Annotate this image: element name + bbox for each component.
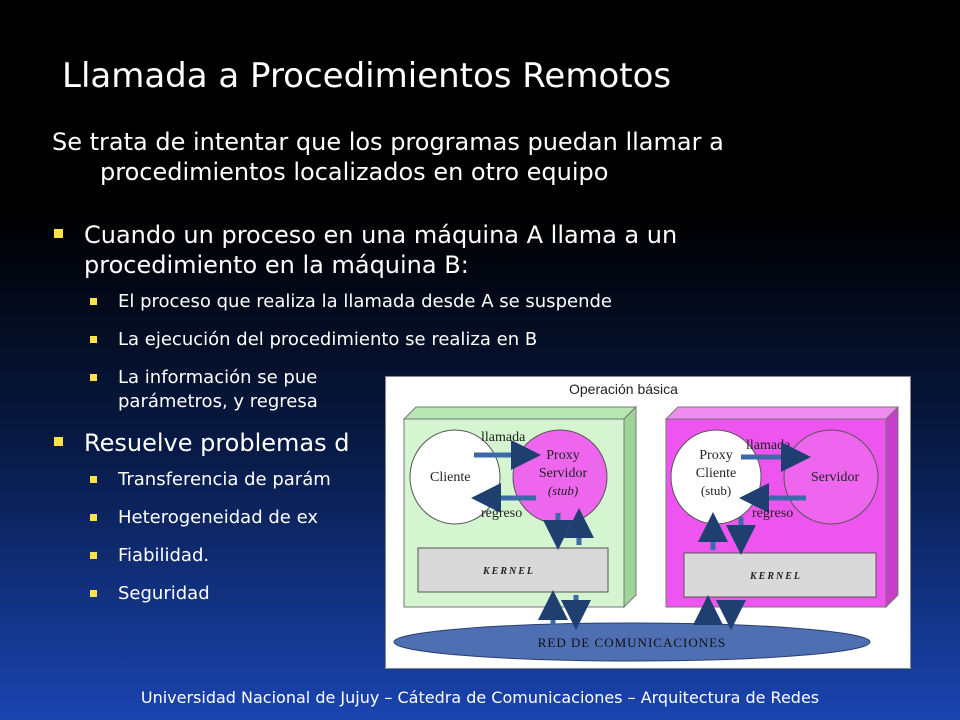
sub-bullet-square-icon — [90, 476, 97, 483]
proxy-servidor-line1: Proxy — [546, 448, 580, 463]
sub-bullet-text: Fiabilidad. — [118, 545, 210, 566]
sub-bullet-text-cont: parámetros, y regresa — [118, 391, 318, 412]
right-call-label: llamada — [746, 438, 791, 453]
proxy-servidor-line3: (stub) — [547, 483, 579, 498]
sub-bullet-text: Heterogeneidad de ex — [118, 507, 318, 528]
right-return-label: regreso — [752, 506, 794, 521]
right-kernel-label: KERNEL — [750, 571, 803, 582]
sub-bullet-square-icon — [90, 590, 97, 597]
sub-bullet-item — [50, 328, 830, 352]
left-call-label: llamada — [481, 430, 526, 445]
bullet-line-2: procedimiento en la máquina B: — [84, 251, 469, 279]
bullet-line-1: Cuando un proceso en una máquina A llama a un — [84, 221, 678, 249]
intro-line-1: Se trata de intentar que los programas puedan llamar a — [52, 128, 724, 156]
sub-bullet-text: La ejecución del procedimiento se realiza en B — [118, 329, 538, 350]
sub-bullet-text: La información se pue — [118, 367, 318, 388]
proxy-cliente-line3: (stub) — [700, 483, 732, 498]
bullet-square-icon — [54, 229, 63, 238]
network-label: RED DE COMUNICACIONES — [537, 635, 727, 650]
slide-footer: Universidad Nacional de Jujuy – Cátedra de Comunicaciones – Arquitectura de Redes — [140, 688, 820, 707]
bullet-line-1: Resuelve problemas d — [84, 429, 350, 457]
proxy-cliente-line1: Proxy — [699, 448, 733, 463]
sub-bullet-square-icon — [90, 514, 97, 521]
sub-bullet-square-icon — [90, 298, 97, 305]
intro-text — [52, 127, 852, 187]
proxy-cliente-line2: Cliente — [695, 466, 737, 481]
left-return-label: regreso — [481, 506, 523, 521]
sub-bullet-square-icon — [90, 374, 97, 381]
bullet-square-icon — [54, 437, 63, 446]
servidor-label: Servidor — [810, 470, 860, 485]
sub-bullet-item — [50, 290, 830, 314]
cliente-label: Cliente — [430, 470, 471, 485]
left-kernel-label: KERNEL — [483, 566, 536, 577]
sub-bullet-text: Transferencia de parám — [118, 469, 331, 490]
diagram-title: Operación básica — [569, 381, 678, 397]
sub-bullet-text: Seguridad — [118, 583, 210, 604]
sub-bullet-square-icon — [90, 552, 97, 559]
rpc-diagram — [385, 376, 911, 669]
sub-bullet-square-icon — [90, 336, 97, 343]
proxy-servidor-line2: Servidor — [538, 466, 588, 481]
intro-line-2: procedimientos localizados en otro equipo — [100, 158, 609, 186]
bullet-item — [50, 220, 830, 280]
slide-title: Llamada a Procedimientos Remotos — [62, 56, 672, 96]
sub-bullet-text: El proceso que realiza la llamada desde A se suspende — [118, 291, 612, 312]
